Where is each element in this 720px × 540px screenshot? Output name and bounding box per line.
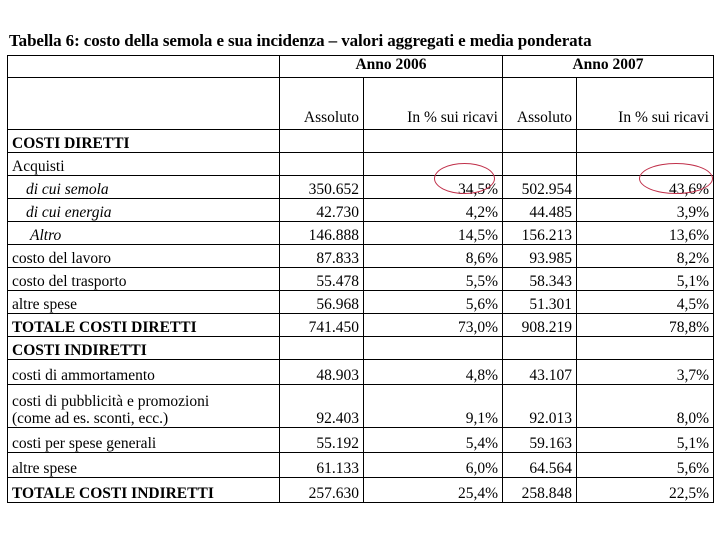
value-percent-2007: 3,7%	[577, 360, 714, 385]
value-assoluto-2007: 59.163	[503, 428, 577, 453]
value-assoluto-2007: 92.013	[503, 385, 577, 428]
value-percent-2006: 14,5%	[364, 222, 503, 245]
value-percent-2006: 34,5%	[364, 176, 503, 199]
year-2006-header: Anno 2006	[280, 56, 503, 78]
row-label: TOTALE COSTI INDIRETTI	[8, 478, 280, 503]
value-assoluto-2006: 42.730	[280, 199, 364, 222]
value-percent-2006: 5,6%	[364, 291, 503, 314]
value-percent-2007: 78,8%	[577, 314, 714, 337]
row-label: costo del trasporto	[8, 268, 280, 291]
year-2007-header: Anno 2007	[503, 56, 714, 78]
value-assoluto-2006: 257.630	[280, 478, 364, 503]
table-row	[8, 453, 714, 478]
value-percent-2007	[577, 130, 714, 153]
col-assoluto-2006: Assoluto	[280, 78, 364, 130]
table-row	[8, 291, 714, 314]
value-assoluto-2007: 908.219	[503, 314, 577, 337]
table-row	[8, 478, 714, 503]
row-label: Altro	[8, 222, 280, 245]
table-row	[8, 428, 714, 453]
value-percent-2006: 73,0%	[364, 314, 503, 337]
value-percent-2006: 4,8%	[364, 360, 503, 385]
row-label: di cui semola	[8, 176, 280, 199]
cost-table	[7, 55, 714, 503]
value-percent-2006	[364, 337, 503, 360]
value-assoluto-2006: 92.403	[280, 385, 364, 428]
value-percent-2007: 5,1%	[577, 428, 714, 453]
table-row	[8, 153, 714, 176]
value-assoluto-2007	[503, 153, 577, 176]
value-assoluto-2007: 51.301	[503, 291, 577, 314]
value-assoluto-2006: 87.833	[280, 245, 364, 268]
empty-header-cell	[8, 56, 280, 78]
value-percent-2007: 8,0%	[577, 385, 714, 428]
value-percent-2007: 4,5%	[577, 291, 714, 314]
value-percent-2007: 43,6%	[577, 176, 714, 199]
value-assoluto-2007: 258.848	[503, 478, 577, 503]
value-assoluto-2006	[280, 153, 364, 176]
table-row	[8, 360, 714, 385]
value-assoluto-2006: 741.450	[280, 314, 364, 337]
value-assoluto-2007: 44.485	[503, 199, 577, 222]
col-percent-2006: In % sui ricavi	[364, 78, 503, 130]
value-percent-2006: 5,5%	[364, 268, 503, 291]
value-assoluto-2006: 350.652	[280, 176, 364, 199]
col-percent-2007: In % sui ricavi	[577, 78, 714, 130]
value-assoluto-2007: 64.564	[503, 453, 577, 478]
row-label-line-1: costi di pubblicità e promozioni	[12, 393, 210, 410]
value-percent-2006: 4,2%	[364, 199, 503, 222]
value-percent-2006: 9,1%	[364, 385, 503, 428]
table-row	[8, 199, 714, 222]
table-row	[8, 385, 714, 428]
value-percent-2006: 6,0%	[364, 453, 503, 478]
row-label: costi di ammortamento	[8, 360, 280, 385]
value-percent-2007: 13,6%	[577, 222, 714, 245]
table-row	[8, 268, 714, 291]
row-label: TOTALE COSTI DIRETTI	[8, 314, 280, 337]
row-label: altre spese	[8, 291, 280, 314]
value-assoluto-2006: 56.968	[280, 291, 364, 314]
value-percent-2007: 5,6%	[577, 453, 714, 478]
table-row	[8, 337, 714, 360]
value-percent-2007	[577, 337, 714, 360]
value-percent-2007	[577, 153, 714, 176]
row-label: Acquisti	[8, 153, 280, 176]
value-assoluto-2007: 156.213	[503, 222, 577, 245]
value-assoluto-2007	[503, 130, 577, 153]
value-assoluto-2007: 502.954	[503, 176, 577, 199]
column-header-row	[8, 78, 714, 130]
table-row	[8, 130, 714, 153]
value-assoluto-2006: 55.478	[280, 268, 364, 291]
row-label: costo del lavoro	[8, 245, 280, 268]
value-assoluto-2006: 48.903	[280, 360, 364, 385]
value-percent-2006: 8,6%	[364, 245, 503, 268]
value-assoluto-2006: 146.888	[280, 222, 364, 245]
table-row	[8, 222, 714, 245]
table-row	[8, 314, 714, 337]
value-percent-2006: 25,4%	[364, 478, 503, 503]
value-assoluto-2006	[280, 337, 364, 360]
row-label: COSTI DIRETTI	[8, 130, 280, 153]
table-row	[8, 176, 714, 199]
value-percent-2007: 22,5%	[577, 478, 714, 503]
value-assoluto-2006	[280, 130, 364, 153]
row-label: di cui energia	[8, 199, 280, 222]
table-row	[8, 245, 714, 268]
row-label-line-2: (come ad es. sconti, ecc.)	[12, 410, 169, 427]
value-percent-2007: 8,2%	[577, 245, 714, 268]
row-label: costi per spese generali	[8, 428, 280, 453]
value-assoluto-2007: 58.343	[503, 268, 577, 291]
value-assoluto-2007: 43.107	[503, 360, 577, 385]
table-title: Tabella 6: costo della semola e sua incidenza – valori aggregati e media ponderata	[9, 31, 592, 50]
value-assoluto-2007	[503, 337, 577, 360]
value-percent-2006	[364, 153, 503, 176]
row-label: COSTI INDIRETTI	[8, 337, 280, 360]
col-assoluto-2007: Assoluto	[503, 78, 577, 130]
value-assoluto-2007: 93.985	[503, 245, 577, 268]
value-percent-2006: 5,4%	[364, 428, 503, 453]
row-label: altre spese	[8, 453, 280, 478]
value-percent-2007: 5,1%	[577, 268, 714, 291]
empty-header-cell	[8, 78, 280, 130]
value-percent-2007: 3,9%	[577, 199, 714, 222]
row-label	[8, 385, 280, 428]
value-assoluto-2006: 55.192	[280, 428, 364, 453]
value-percent-2006	[364, 130, 503, 153]
year-header-row	[8, 56, 714, 78]
value-assoluto-2006: 61.133	[280, 453, 364, 478]
